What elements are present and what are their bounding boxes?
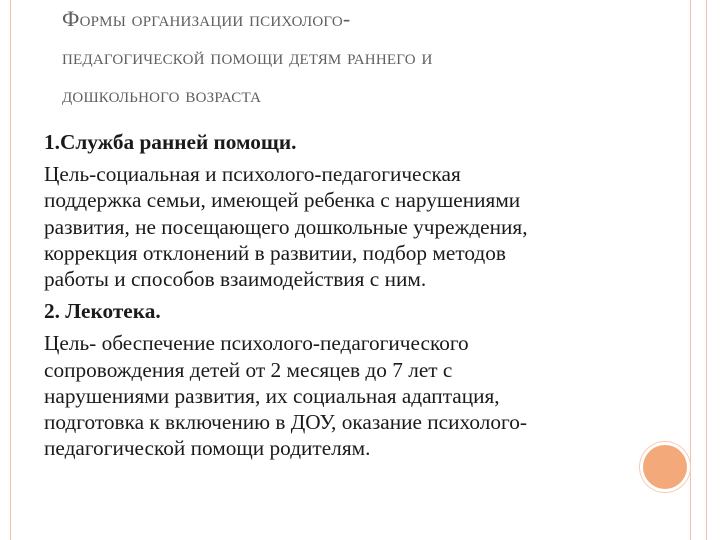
paragraph-line: сопровождения детей от 2 месяцев до 7 лет с: [44, 357, 453, 382]
paragraph-line: Цель- обеспечение психолого-педагогического: [44, 331, 469, 356]
decorative-circle: [643, 445, 687, 489]
title-line: Формы организации психолого-: [62, 6, 351, 31]
right-frame-line-outer: [706, 0, 707, 540]
title-line: педагогической помощи детям раннего и: [62, 44, 433, 69]
right-frame-line: [690, 0, 691, 540]
slide-body: [44, 129, 644, 467]
paragraph-line: подготовка к включению в ДОУ, оказание психолого-: [44, 410, 527, 435]
section-paragraph: [44, 330, 644, 461]
paragraph-line: развития, не посещающего дошкольные учреждения,: [44, 214, 528, 239]
paragraph-line: нарушениями развития, их социальная адаптация,: [44, 383, 500, 408]
paragraph-line: работы и способов взаимодействия с ним.: [44, 267, 427, 292]
section-paragraph: [44, 161, 644, 292]
section-heading: 1.Служба ранней помощи.: [44, 130, 297, 154]
slide-title: [62, 0, 682, 114]
paragraph-line: педагогической помощи родителям.: [44, 436, 371, 461]
section-heading: 2. Лекотека.: [44, 299, 161, 324]
title-line: дошкольного возраста: [62, 82, 262, 107]
left-frame-line: [10, 0, 11, 540]
paragraph-line: поддержка семьи, имеющей ребенка с нарушениями: [44, 188, 521, 213]
paragraph-line: Цель-социальная и психолого-педагогическая: [44, 162, 461, 187]
paragraph-line: коррекция отклонений в развитии, подбор методов: [44, 240, 506, 265]
